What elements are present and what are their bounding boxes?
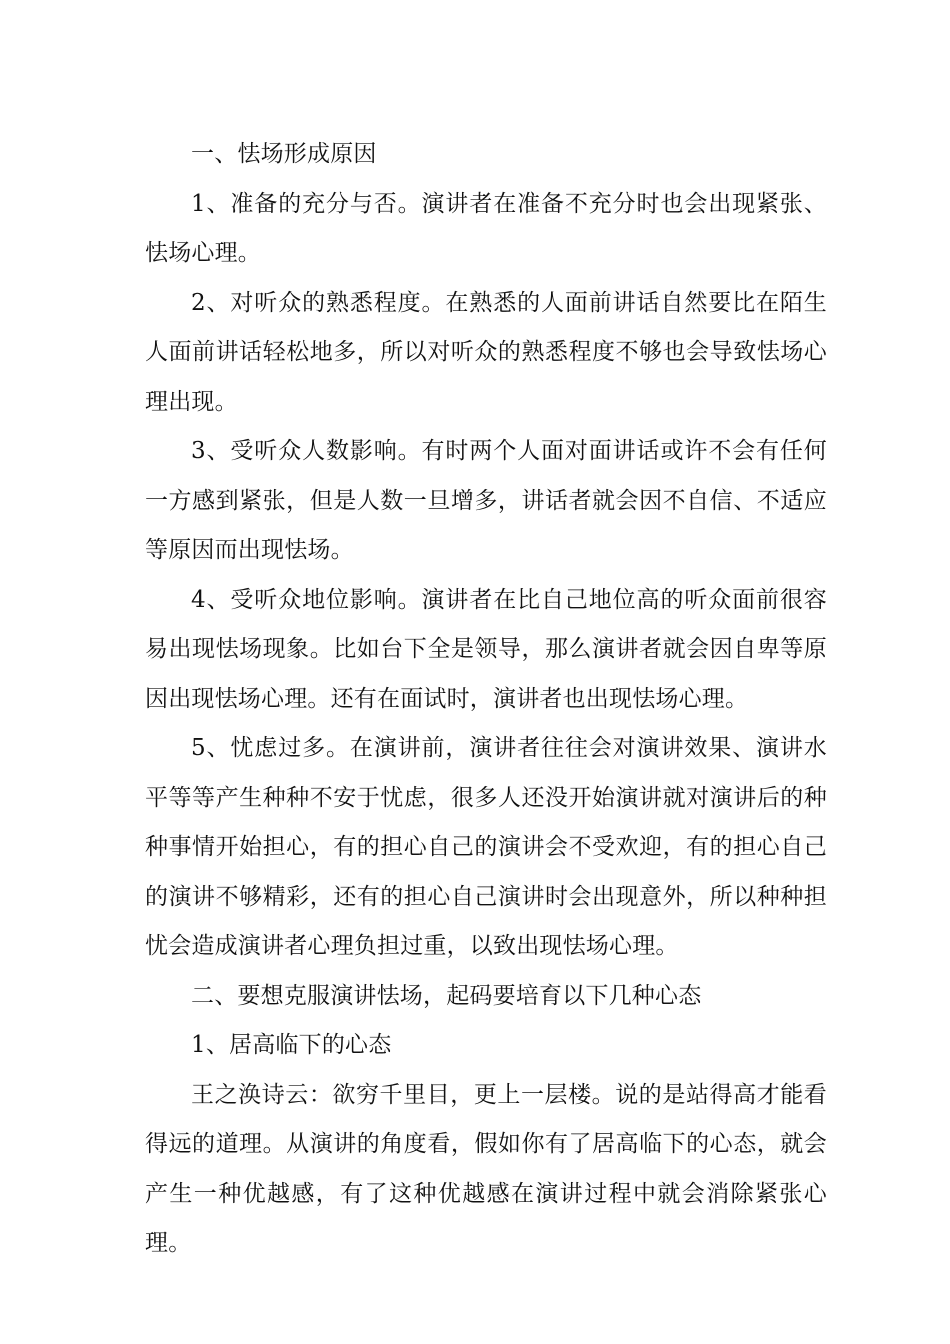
paragraph-item-2: 2、对听众的熟悉程度。在熟悉的人面前讲话自然要比在陌生人面前讲话轻松地多，所以对听众的熟悉程度不够也会导致怯场心理出现。 [145, 289, 827, 415]
document-body [145, 130, 827, 1269]
paragraph-body: 王之涣诗云：欲穷千里目，更上一层楼。说的是站得高才能看得远的道理。从演讲的角度看，假如你有了居高临下的心态，就会产生一种优越感，有了这种优越感在演讲过程中就会消除紧张心理。 [145, 1081, 827, 1256]
section-heading-2: 二、要想克服演讲怯场，起码要培育以下几种心态 [191, 982, 702, 1009]
paragraph-item-3: 3、受听众人数影响。有时两个人面对面讲话或许不会有任何一方感到紧张，但是人数一旦增多，讲话者就会因不自信、不适应等原因而出现怯场。 [145, 438, 827, 563]
paragraph-item-4: 4、受听众地位影响。演讲者在比自己地位高的听众面前很容易出现怯场现象。比如台下全是领导，那么演讲者就会因自卑等原因出现怯场心理。还有在面试时，演讲者也出现怯场心理。 [145, 586, 827, 712]
section-heading-1: 一、怯场形成原因 [191, 141, 377, 167]
paragraph-item-5: 5、忧虑过多。在演讲前，演讲者往往会对演讲效果、演讲水平等等产生种种不安于忧虑，很多人还没开始演讲就对演讲后的种种事情开始担心，有的担心自己的演讲会不受欢迎，有的担心自己的演讲不够精彩，还有的担心自己演讲时会出现意外，所以种种担忧会造成演讲者心理负担过重，以致出现怯场心理。 [145, 735, 827, 959]
subheading-1: 1、居高临下的心态 [191, 1032, 392, 1058]
paragraph-item-1: 1、准备的充分与否。演讲者在准备不充分时也会出现紧张、怯场心理。 [145, 190, 827, 266]
